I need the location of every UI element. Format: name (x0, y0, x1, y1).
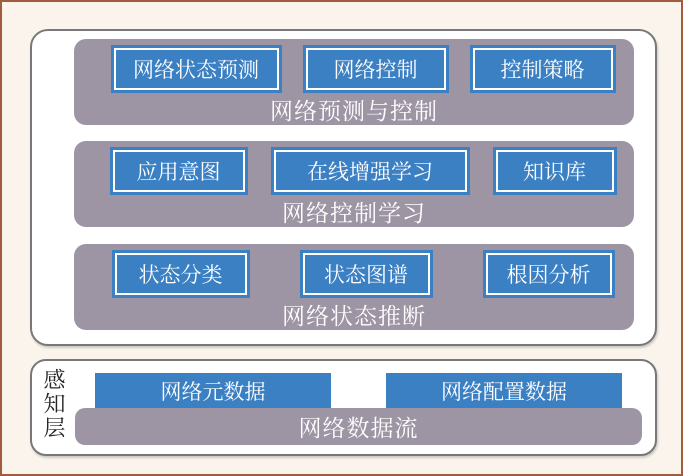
layer-section-state-inference (74, 244, 634, 330)
box-knowledge-base: 知识库 (496, 150, 614, 192)
layer-section-prediction-control (74, 39, 634, 125)
box-state-classification: 状态分类 (115, 253, 247, 295)
box-control-strategy: 控制策略 (473, 48, 613, 90)
box-network-control: 网络控制 (306, 48, 446, 90)
layer-box-row (114, 48, 613, 90)
box-network-state-prediction: 网络状态预测 (114, 48, 279, 90)
layer-label-control-learning: 网络控制学习 (282, 201, 426, 227)
layer-box-row (115, 253, 612, 295)
box-application-intent: 应用意图 (113, 150, 245, 192)
box-root-cause-analysis: 根因分析 (486, 253, 612, 295)
layer-label-prediction-control: 网络预测与控制 (270, 99, 438, 125)
layer-section-control-learning (74, 141, 634, 227)
network-data-flow-bar: 网络数据流 (75, 408, 642, 445)
box-network-config-data: 网络配置数据 (386, 373, 622, 409)
perception-layer-panel (30, 359, 657, 456)
box-network-metadata: 网络元数据 (95, 373, 331, 409)
layers-panel (30, 29, 657, 346)
box-state-graph: 状态图谱 (303, 253, 430, 295)
layer-label-state-inference: 网络状态推断 (282, 304, 426, 330)
perception-layer-side-label: 感知层 (40, 368, 65, 440)
layer-box-row (113, 150, 614, 192)
box-online-reinforcement-learning: 在线增强学习 (274, 150, 467, 192)
